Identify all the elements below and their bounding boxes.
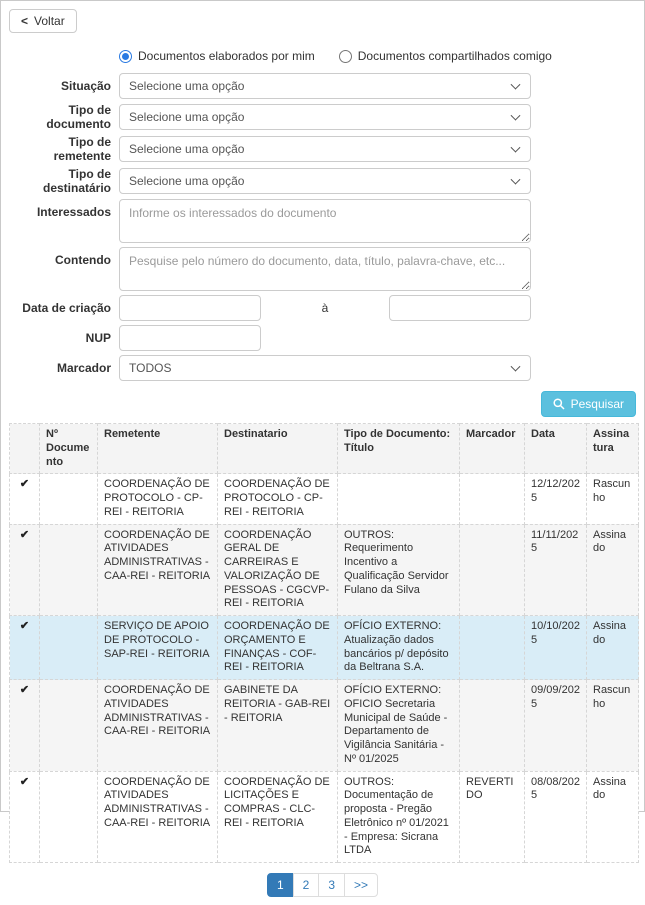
data-criacao-to-input[interactable] <box>389 295 531 321</box>
data-criacao-label: Data de criação <box>22 301 111 315</box>
cell-marcador <box>460 524 525 616</box>
tipo-remetente-label: Tipo de remetente <box>53 135 111 163</box>
radio-shared-with-me[interactable] <box>339 49 552 63</box>
search-button-row <box>9 391 636 417</box>
cell-marcador <box>460 616 525 680</box>
cell-num-documento <box>40 680 98 772</box>
nup-row <box>9 325 636 351</box>
documents-table <box>9 423 639 863</box>
radio-selected-icon[interactable] <box>119 50 132 63</box>
header-marcador: Marcador <box>460 424 525 474</box>
tipo-destinatario-label: Tipo de destinatário <box>42 167 111 195</box>
cell-destinatario: COORDENAÇÃO DE ORÇAMENTO E FINANÇAS - COF-REI - REITORIA <box>218 616 338 680</box>
pagination-next-icon[interactable]: >> <box>344 873 378 897</box>
cell-assinatura: Assinado <box>587 616 639 680</box>
back-button-label: Voltar <box>34 14 65 28</box>
tipo-documento-select[interactable] <box>119 104 531 130</box>
cell-assinatura: Assinado <box>587 771 639 863</box>
table-row[interactable] <box>10 680 639 772</box>
nup-label: NUP <box>85 331 111 345</box>
search-button-label: Pesquisar <box>570 397 624 411</box>
data-criacao-row <box>9 295 636 321</box>
cell-marcador <box>460 474 525 524</box>
radio-unselected-icon[interactable] <box>339 50 352 63</box>
cell-remetente: COORDENAÇÃO DE ATIVIDADES ADMINISTRATIVAS - CAA-REI - REITORIA <box>98 524 218 616</box>
chevron-left-icon <box>21 14 28 28</box>
check-icon[interactable]: ✔ <box>19 620 30 632</box>
tipo-documento-select-value: Selecione uma opção <box>129 110 245 124</box>
tipo-remetente-row <box>9 135 636 163</box>
tipo-destinatario-row <box>9 167 636 195</box>
cell-remetente: COORDENAÇÃO DE PROTOCOLO - CP-REI - REITORIA <box>98 474 218 524</box>
pagination-page-1[interactable]: 1 <box>267 873 294 897</box>
header-assinatura: Assinatura <box>587 424 639 474</box>
cell-tipo-titulo: OFÍCIO EXTERNO: Atualização dados bancários p/ depósito da Beltrana S.A. <box>338 616 460 680</box>
cell-remetente: COORDENAÇÃO DE ATIVIDADES ADMINISTRATIVAS - CAA-REI - REITORIA <box>98 771 218 863</box>
marcador-select[interactable] <box>119 355 531 381</box>
cell-destinatario: COORDENAÇÃO DE LICITAÇÕES E COMPRAS - CLC-REI - REITORIA <box>218 771 338 863</box>
cell-data: 11/11/2025 <box>525 524 587 616</box>
cell-assinatura: Rascunho <box>587 680 639 772</box>
marcador-row <box>9 355 636 381</box>
header-data: Data <box>525 424 587 474</box>
cell-remetente: COORDENAÇÃO DE ATIVIDADES ADMINISTRATIVAS - CAA-REI - REITORIA <box>98 680 218 772</box>
radio-elaborated-by-me-label: Documentos elaborados por mim <box>138 49 315 63</box>
check-icon[interactable]: ✔ <box>19 528 30 541</box>
nup-input[interactable] <box>119 325 261 351</box>
document-search-page <box>1 1 644 905</box>
cell-data: 12/12/2025 <box>525 474 587 524</box>
cell-marcador: REVERTIDO <box>460 771 525 863</box>
cell-num-documento <box>40 474 98 524</box>
cell-tipo-titulo <box>338 474 460 524</box>
cell-destinatario: COORDENAÇÃO DE PROTOCOLO - CP-REI - REITORIA <box>218 474 338 524</box>
tipo-destinatario-select[interactable] <box>119 168 531 194</box>
contendo-row <box>9 247 636 291</box>
situacao-row <box>9 73 636 99</box>
cell-marcador <box>460 680 525 772</box>
cell-data: 08/08/2025 <box>525 771 587 863</box>
tipo-remetente-select-value: Selecione uma opção <box>129 142 245 156</box>
cell-data: 09/09/2025 <box>525 680 587 772</box>
check-icon[interactable]: ✔ <box>19 684 30 696</box>
pagination-page-3[interactable]: 3 <box>318 873 345 897</box>
search-filters-form <box>9 49 636 417</box>
interessados-textarea[interactable] <box>119 199 531 243</box>
cell-destinatario: COORDENAÇÃO GERAL DE CARREIRAS E VALORIZAÇÃO DE PESSOAS - CGCVP-REI - REITORIA <box>218 524 338 616</box>
contendo-textarea[interactable] <box>119 247 531 291</box>
contendo-label: Contendo <box>55 253 111 267</box>
cell-num-documento <box>40 616 98 680</box>
header-destinatario: Destinatario <box>218 424 338 474</box>
marcador-select-value: TODOS <box>129 361 172 375</box>
check-icon[interactable]: ✔ <box>19 775 30 788</box>
data-criacao-from-input[interactable] <box>119 295 261 321</box>
cell-num-documento <box>40 524 98 616</box>
table-row[interactable] <box>10 771 639 863</box>
cell-tipo-titulo: OUTROS: Documentação de proposta - Pregão Eletrônico nº 01/2021 - Empresa: Sicrana LTDA <box>338 771 460 863</box>
header-check <box>10 424 40 474</box>
cell-data: 10/10/2025 <box>525 616 587 680</box>
tipo-documento-row <box>9 103 636 131</box>
tipo-remetente-select[interactable] <box>119 136 531 162</box>
situacao-label: Situação <box>60 79 111 93</box>
search-button[interactable] <box>541 391 636 417</box>
tipo-documento-label: Tipo de documento <box>46 103 111 131</box>
document-scope-radio-group <box>119 49 636 63</box>
tipo-destinatario-select-value: Selecione uma opção <box>129 174 245 188</box>
check-icon[interactable]: ✔ <box>19 478 30 491</box>
situacao-select-value: Selecione uma opção <box>129 79 245 93</box>
back-button[interactable] <box>9 9 77 33</box>
header-tipo-titulo: Tipo de Documento: Título <box>338 424 460 474</box>
pagination <box>9 873 636 897</box>
table-header-row <box>10 424 639 474</box>
table-row[interactable] <box>10 524 639 616</box>
radio-shared-with-me-label: Documentos compartilhados comigo <box>357 49 552 63</box>
pagination-page-2[interactable]: 2 <box>293 873 320 897</box>
cell-destinatario: GABINETE DA REITORIA - GAB-REI - REITORIA <box>218 680 338 772</box>
marcador-label: Marcador <box>56 361 111 375</box>
interessados-label: Interessados <box>36 205 111 219</box>
cell-num-documento <box>40 771 98 863</box>
cell-remetente: SERVIÇO DE APOIO DE PROTOCOLO - SAP-REI - REITORIA <box>98 616 218 680</box>
cell-assinatura: Assinado <box>587 524 639 616</box>
cell-assinatura: Rascunho <box>587 474 639 524</box>
header-remetente: Remetente <box>98 424 218 474</box>
interessados-row <box>9 199 636 243</box>
data-criacao-separator: à <box>321 301 329 315</box>
situacao-select[interactable] <box>119 73 531 99</box>
table-row[interactable] <box>10 474 639 524</box>
search-icon <box>553 398 565 410</box>
cell-tipo-titulo: OUTROS: Requerimento Incentivo a Qualificação Servidor Fulano da Silva <box>338 524 460 616</box>
table-row-highlighted[interactable] <box>10 616 639 680</box>
radio-elaborated-by-me[interactable] <box>119 49 315 63</box>
cell-tipo-titulo: OFÍCIO EXTERNO: OFICIO Secretaria Municipal de Saúde - Departamento de Vigilância Sanitária - Nº 01/2025 <box>338 680 460 772</box>
header-num-documento: Nº Documento <box>40 424 98 474</box>
